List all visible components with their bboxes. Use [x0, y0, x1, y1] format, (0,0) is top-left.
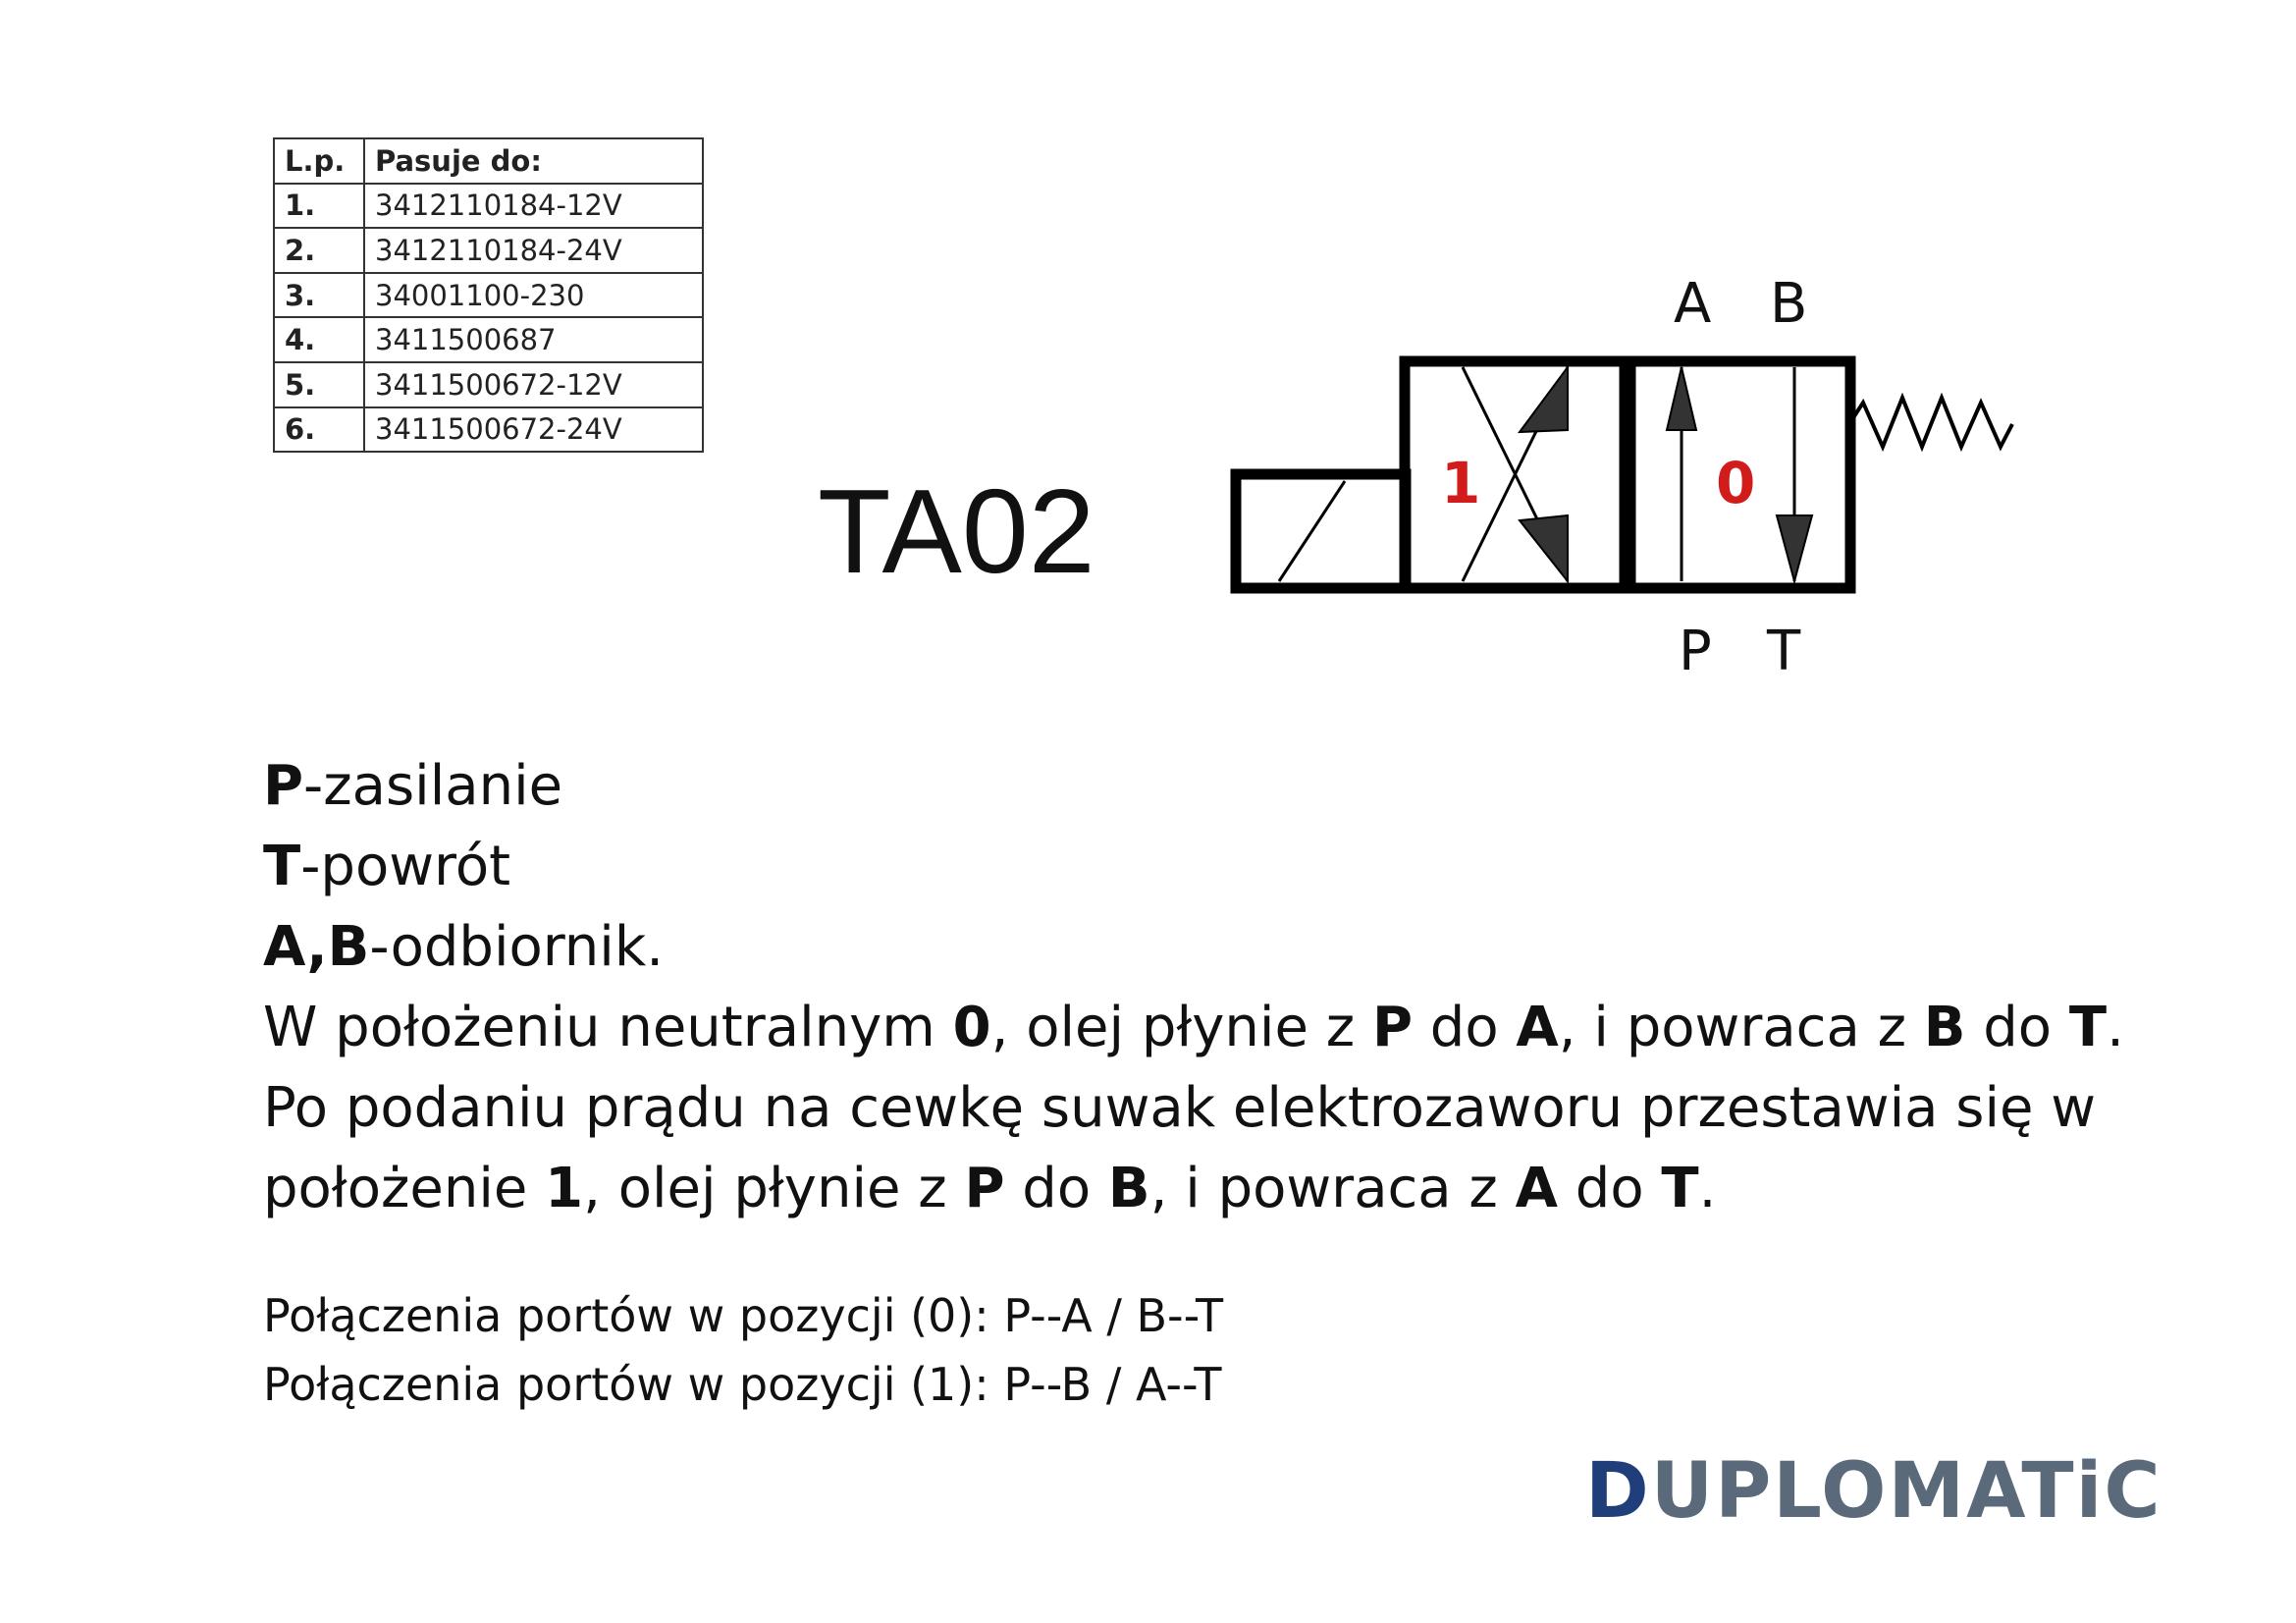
part-number: 3411500672-12V: [364, 362, 703, 407]
description-line-receiver: A,B-odbiornik.: [263, 915, 665, 979]
description-block: [263, 746, 2124, 1229]
description-line-return: T-powrót: [263, 835, 511, 898]
position-0-label: 0: [1716, 450, 1756, 516]
port-t-label: T: [1767, 620, 1801, 683]
port-p-label: P: [1679, 620, 1712, 683]
row-number: 4.: [274, 317, 364, 362]
arrow-head-top: [1520, 367, 1568, 432]
connections-position-1: Połączenia portów w pozycji (1): P--B / A--T: [263, 1358, 1222, 1411]
model-title: TA02: [818, 464, 1095, 598]
port-b-label: B: [1770, 272, 1808, 336]
arrow-head-bottom: [1520, 515, 1568, 581]
part-number: 3411500687: [364, 317, 703, 362]
part-number: 3411500672-24V: [364, 407, 703, 453]
row-number: 5.: [274, 362, 364, 407]
arrow-head-down: [1777, 515, 1812, 581]
port-a-label: A: [1674, 272, 1712, 336]
spring: [1850, 398, 2012, 447]
part-number: 3412110184-12V: [364, 184, 703, 229]
column-header-lp: L.p.: [274, 138, 364, 184]
description-line-energized: Po podaniu prądu na cewkę suwak elektrozaworu przestawia się w: [263, 1076, 2097, 1140]
connections-position-0: Połączenia portów w pozycji (0): P--A / B--T: [263, 1289, 1224, 1342]
description-line-energized-cont: położenie 1, olej płynie z P do B, i powraca z A do T.: [263, 1157, 1717, 1220]
solenoid-coil: [1236, 474, 1406, 588]
duplomatic-logo: DUPLOMATiC: [1585, 1447, 2163, 1536]
column-header-fits: Pasuje do:: [364, 138, 703, 184]
part-number: 3412110184-24V: [364, 228, 703, 273]
description-line-neutral: W położeniu neutralnym 0, olej płynie z P do A, i powraca z B do T.: [263, 996, 2124, 1059]
valve-symbol: [0, 0, 2296, 746]
part-number: 34001100-230: [364, 273, 703, 318]
arrow-head-up: [1667, 367, 1696, 430]
row-number: 6.: [274, 407, 364, 453]
position-1-label: 1: [1441, 450, 1481, 516]
row-number: 1.: [274, 184, 364, 229]
port-connections: [263, 1281, 1223, 1419]
solenoid-diagonal: [1279, 481, 1345, 581]
row-number: 3.: [274, 273, 364, 318]
description-line-supply: P-zasilanie: [263, 754, 563, 818]
row-number: 2.: [274, 228, 364, 273]
